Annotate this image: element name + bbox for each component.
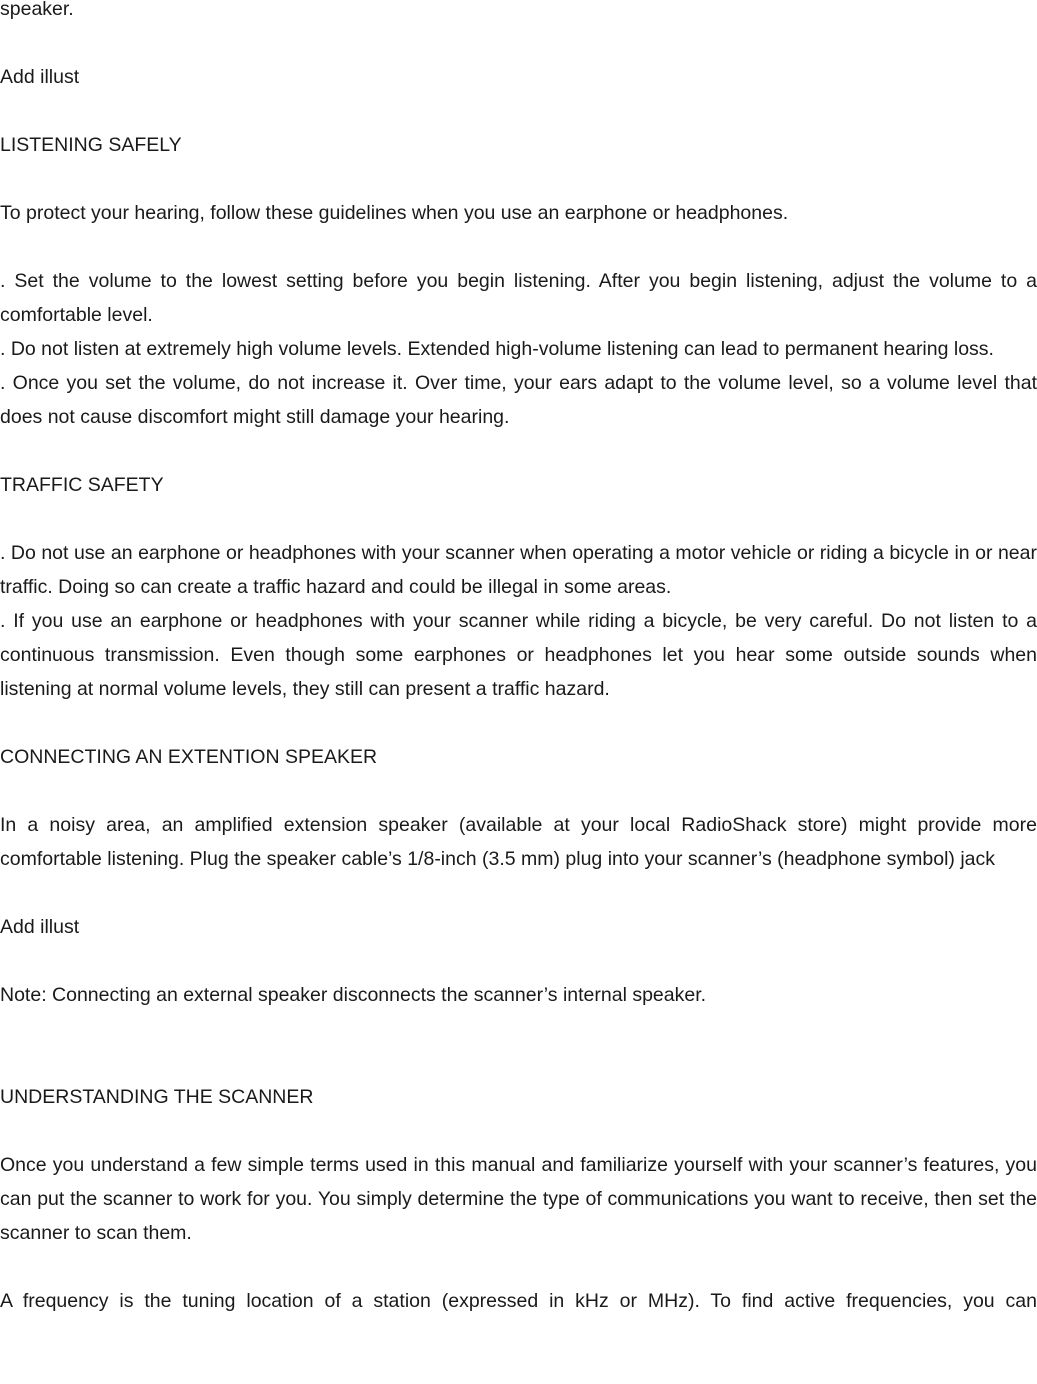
heading-listening-safely: LISTENING SAFELY bbox=[0, 134, 182, 156]
paragraph-noisy-area: In a noisy area, an amplified extension speaker (available at your local RadioShack store) might provide more comfortable listening. Plug the speaker cable’s 1/8-inch (3.5 mm) plug into your scanner’s (headphone symbol) jack bbox=[0, 814, 1037, 870]
paragraph-frequency: A frequency is the tuning location of a station (expressed in kHz or MHz). To find active frequencies, you can bbox=[0, 1290, 1037, 1312]
bullet-dont-increase-volume: . Once you set the volume, do not increase it. Over time, your ears adapt to the volume level, so a volume level that does not cause discomfort might still damage your hearing. bbox=[0, 372, 1037, 428]
paragraph-note-external-speaker: Note: Connecting an external speaker disconnects the scanner’s internal speaker. bbox=[0, 984, 707, 1006]
bullet-motor-vehicle: . Do not use an earphone or headphones with your scanner when operating a motor vehicle or riding a bicycle in or near traffic. Doing so can create a traffic hazard and could be illegal in some areas. bbox=[0, 542, 1037, 598]
heading-traffic-safety: TRAFFIC SAFETY bbox=[0, 474, 164, 496]
bullet-volume-lowest: . Set the volume to the lowest setting before you begin listening. After you begin listening, adjust the volume to a comfortable level. bbox=[0, 270, 1037, 326]
heading-understanding-scanner: UNDERSTANDING THE SCANNER bbox=[0, 1086, 314, 1108]
paragraph-protect-hearing: To protect your hearing, follow these guidelines when you use an earphone or headphones. bbox=[0, 202, 789, 224]
placeholder-add-illust: Add illust bbox=[0, 916, 80, 938]
paragraph-speaker: speaker. bbox=[0, 0, 74, 20]
bullet-bicycle: . If you use an earphone or headphones with your scanner while riding a bicycle, be very careful. Do not listen to a continuous transmission. Even though some earphones or headphones let you hear some outside sounds when listening at normal volume levels, they still can present a traffic hazard. bbox=[0, 610, 1037, 700]
placeholder-add-illust: Add illust bbox=[0, 66, 80, 88]
paragraph-simple-terms: Once you understand a few simple terms used in this manual and familiarize yourself with your scanner’s features, you can put the scanner to work for you. You simply determine the type of communications you want to receive, then set the scanner to scan them. bbox=[0, 1154, 1037, 1244]
bullet-extreme-volume: . Do not listen at extremely high volume levels. Extended high-volume listening can lead to permanent hearing loss. bbox=[0, 338, 994, 360]
heading-extension-speaker: CONNECTING AN EXTENTION SPEAKER bbox=[0, 746, 378, 768]
